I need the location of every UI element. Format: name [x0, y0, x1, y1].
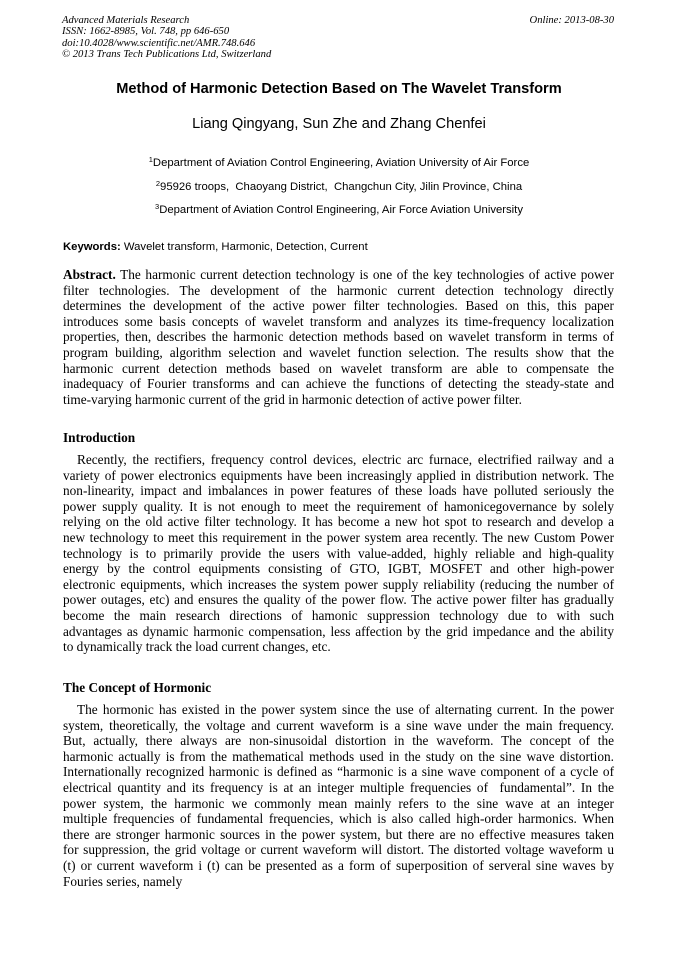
body-line: The hormonic has existed in the power system since the use of alternating current. In the power [77, 702, 614, 717]
abstract-line: time-varying harmonic current of the grid in harmonic detection of active power filter. [63, 391, 522, 407]
abstract-line: filter technologies. The development of the harmonic current detection technology directly [63, 282, 614, 298]
online-date: Online: 2013-08-30 [529, 15, 614, 26]
affiliation [0, 197, 678, 221]
section-heading-introduction: Introduction [63, 430, 136, 445]
body-line: (t) or current waveform i (t) can be presented as a form of superposition of serveral sine waves by [63, 857, 614, 873]
body-line: system, theoretically, the voltage and current waveform is a sine wave under the main frequency. [63, 717, 614, 733]
journal-name: Advanced Materials Research [62, 15, 190, 26]
body-line: Internationally recognized harmonic is defined as “harmonic is a sine wave component of a cycle of [63, 764, 614, 780]
affiliation [0, 174, 678, 198]
affiliation-text: Department of Aviation Control Engineering, Aviation University of Air Force [152, 157, 530, 169]
body-line: new technology to meet this requirement in the power system area recently. The new Custom Power [63, 529, 614, 545]
body-line: technology is to primarily provide the users with value-added, highly reliable and high-quality [63, 545, 614, 561]
affiliation-number: 1 [148, 155, 153, 164]
abstract-line: harmonic current detection methods based on wavelet transform are able to compensate the [63, 360, 614, 376]
body-line: electronic equipments, which increases the system power supply reliability (reducing the number of [63, 576, 614, 592]
keywords-label: Keywords: [63, 241, 121, 253]
body-line: become the main research directions of hamonic suppression technology due to with such [63, 607, 614, 623]
body-line: electrical quantity and its frequency is at an integer multiple frequencies of fundamental”. In the [63, 779, 614, 795]
affiliation [0, 150, 678, 174]
affiliations [0, 150, 678, 221]
abstract-line: Abstract. The harmonic current detection technology is one of the key technologies of active power [63, 267, 614, 282]
section-heading-concept: The Concept of Hormonic [63, 680, 212, 695]
body-line: to dynamically track the load current changes, etc. [63, 639, 331, 655]
body-line: power system, the harmonic we commonly mean mainly refers to the sine wave at an integer [63, 795, 614, 811]
paper-title: Method of Harmonic Detection Based on The Wavelet Transform [116, 81, 562, 97]
body-line: power outages, etc) and ensures the quality of the power flow. The active power filter has gradually [63, 592, 614, 608]
body-line: energy by the control equipments consisting of GTO, IGBT, MOSFET and other high-power [63, 561, 614, 577]
body-line: there are stronger harmonic sources in the power system, but there are no effective measures taken [63, 826, 614, 842]
affiliation-number: 3 [155, 202, 160, 211]
body-line: advantages as dynamic harmonic compensation, less affection by the grid impedance and the ability [63, 623, 614, 639]
affiliation-text: 95926 troops, Chaoyang District, Changchun City, Jilin Province, China [160, 180, 523, 193]
doi-link[interactable]: doi:10.4028/www.scientific.net/AMR.748.646 [62, 37, 256, 49]
affiliation-number: 2 [155, 178, 161, 188]
authors: Liang Qingyang, Sun Zhe and Zhang Chenfei [192, 116, 486, 132]
concept-paragraph [63, 702, 614, 889]
keywords [63, 241, 368, 253]
body-line: variety of power electronics equipments have been increasingly applied in distribution network. The [63, 467, 614, 483]
body-line: multiple frequencies of fundamental frequencies, which is also called high-order harmonics. When [63, 811, 614, 827]
copyright: © 2013 Trans Tech Publications Ltd, Switzerland [62, 48, 272, 60]
body-line: power supply quality. It is not enough to meet the requirement of hamonicegovernance by solely [63, 498, 614, 514]
issn-info: ISSN: 1662-8985, Vol. 748, pp 646-650 [62, 26, 230, 38]
affiliation-text: Department of Aviation Control Engineering, Air Force Aviation University [159, 204, 523, 216]
abstract-line: inadequacy of Fourier transforms and can achieve the functions of detecting the steady-state and [63, 376, 614, 392]
abstract-line: determines the development of the active power filter technologies. Based on this, this paper [63, 298, 614, 314]
body-line: for suppression, the grid voltage or current waveform will distort. The distorted voltage waveform u [63, 842, 614, 858]
abstract [63, 267, 614, 407]
abstract-label: Abstract. [63, 267, 116, 282]
body-line: But, actually, there always are non-sinusoidal distortion in the waveform. The concept of the [63, 733, 614, 749]
body-line: relying on the old active filter technology. It has become a new hot spot to research and develop a [63, 514, 614, 530]
body-line: harmonic actually is from the mathematical methods used in the study on the sine wave distortion. [63, 748, 614, 764]
abstract-line: properties, then, describes the harmonic detection methods based on wavelet transform in terms of [63, 329, 614, 345]
body-line: Fouries series, namely [63, 873, 183, 889]
keywords-text: Wavelet transform, Harmonic, Detection, Current [120, 241, 368, 253]
introduction-paragraph [63, 452, 614, 655]
body-line: Recently, the rectifiers, frequency control devices, electric arc furnace, electrified railway and a [77, 452, 614, 467]
abstract-line: program building, algorithm selection and wavelet function selection. The results show that the [63, 344, 614, 360]
abstract-line: introduces some basis concepts of wavelet transform and analyzes its time-frequency localization [63, 313, 614, 329]
journal-header [62, 15, 271, 60]
body-line: non-linearity, impact and imbalances in power features of these loads have polluted seriously the [63, 483, 614, 499]
